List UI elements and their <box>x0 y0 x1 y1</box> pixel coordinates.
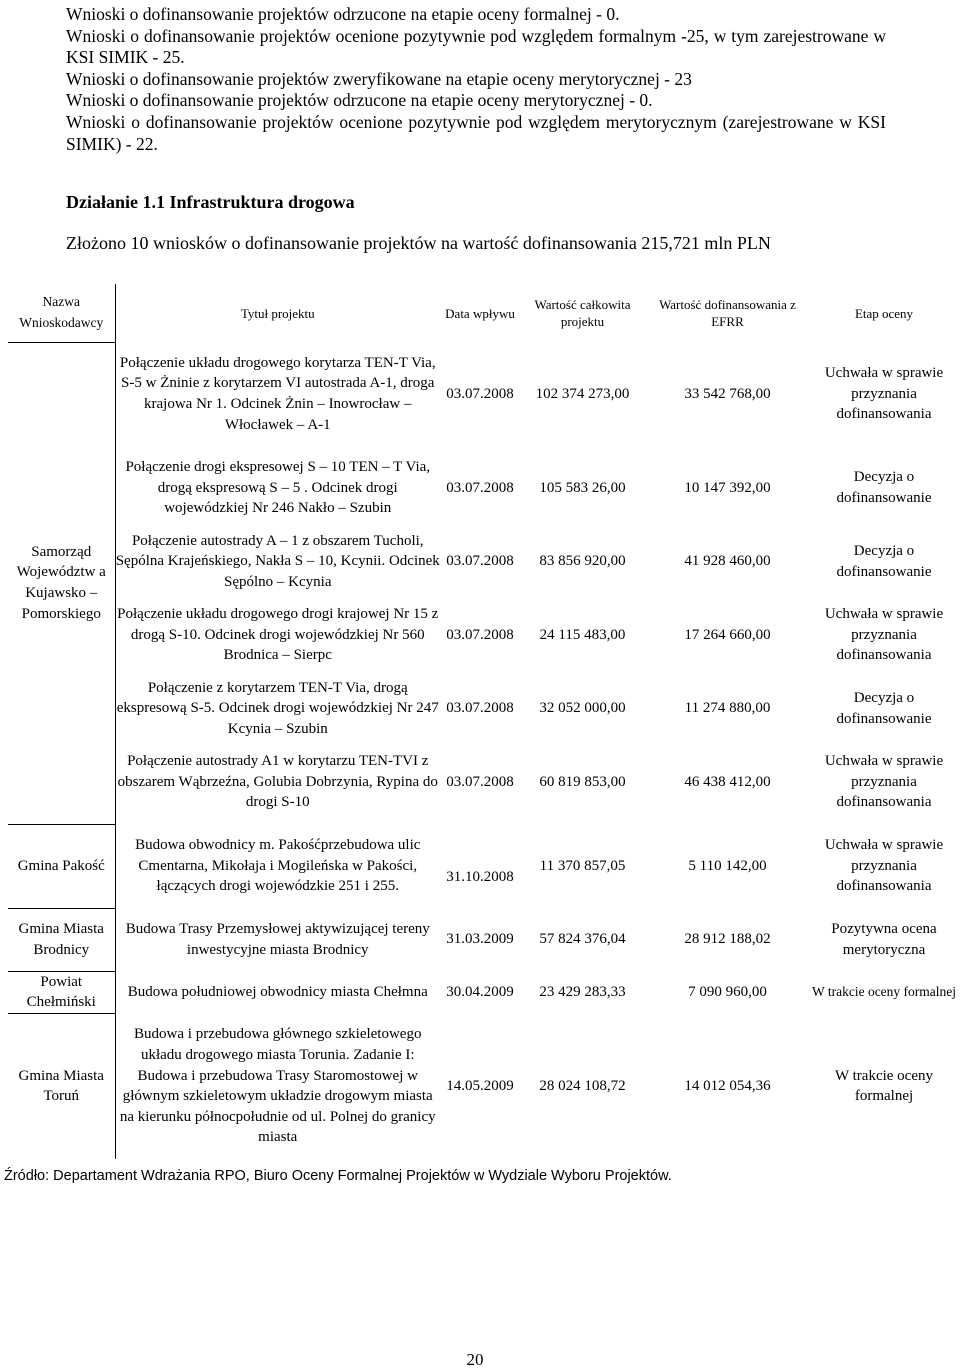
intro-line: Wnioski o dofinansowanie projektów zweryfikowane na etapie oceny merytorycznej - 23 <box>66 68 692 89</box>
intro-paragraph <box>66 4 886 155</box>
page-number: 20 <box>466 1350 484 1369</box>
table-row <box>8 971 958 1013</box>
project-title: Połączenie z korytarzem TEN-T Via, drogą ekspresową S-5. Odcinek drogi wojewódzkiej Nr 247 Kcynia – Szubin <box>116 679 439 737</box>
efrr-value: 33 542 768,00 <box>684 385 771 402</box>
submission-date: 03.07.2008 <box>446 700 514 717</box>
total-value: 23 429 283,33 <box>539 983 626 1000</box>
applicant-cell: Powiat Chełmiński <box>8 971 115 1013</box>
header-efrr: Wartość dofinansowania z EFRR <box>659 297 796 329</box>
efrr-value: 17 264 660,00 <box>684 626 771 643</box>
table-row <box>8 342 958 446</box>
evaluation-stage: Decyzja o dofinansowanie <box>836 542 932 580</box>
efrr-value: 14 012 054,36 <box>684 1077 771 1094</box>
total-value: 28 024 108,72 <box>539 1077 626 1094</box>
efrr-value: 10 147 392,00 <box>684 479 771 496</box>
applicant-cell: Samorząd Województw a Kujawsko – Pomorskiego <box>8 342 115 824</box>
table-header-row <box>8 284 958 342</box>
table-row <box>8 446 958 530</box>
submission-date: 30.04.2009 <box>446 983 514 1000</box>
total-value: 32 052 000,00 <box>539 700 626 717</box>
table-row <box>8 593 958 677</box>
project-title: Połączenie drogi ekspresowej S – 10 TEN – T Via, drogą ekspresową S – 5 . Odcinek drogi wojewódzkiej Nr 246 Nakło – Szubin <box>125 459 431 517</box>
project-title: Połączenie autostrady A1 w korytarzu TEN-TVI z obszarem Wąbrzeźna, Golubia Dobrzynia, Rypina do drogi S-10 <box>117 753 438 811</box>
efrr-value: 46 438 412,00 <box>684 773 771 790</box>
header-applicant: Nazwa Wnioskodawcy <box>8 284 115 342</box>
table-row <box>8 1013 958 1159</box>
submission-date: 03.07.2008 <box>446 479 514 496</box>
intro-line: Wnioski o dofinansowanie projektów ocenione pozytywnie pod względem merytorycznym (zarejestrowane w KSI SIMIK) - 22. <box>66 111 886 154</box>
intro-line: Wnioski o dofinansowanie projektów odrzucone na etapie oceny formalnej - 0. <box>66 4 620 24</box>
table-row <box>8 740 958 824</box>
submission-date: 03.07.2008 <box>446 773 514 790</box>
total-value: 102 374 273,00 <box>535 385 630 402</box>
project-title: Połączenie układu drogowego korytarza TEN-T Via, S-5 w Żninie z korytarzem VI autostrada A-1, droga krajowa Nr 1. Odcinek Żnin – Inowrocław – Włocławek – A-1 <box>119 354 436 433</box>
table-row <box>8 530 958 593</box>
submission-date: 03.07.2008 <box>446 385 514 402</box>
efrr-value: 5 110 142,00 <box>688 857 767 874</box>
applicant-cell: Gmina Miasta Toruń <box>8 1013 115 1159</box>
action-heading: Działanie 1.1 Infrastruktura drogowa <box>66 192 355 212</box>
projects-table <box>8 284 958 1159</box>
submission-date: 14.05.2009 <box>446 1077 514 1094</box>
summary-text: Złożono 10 wniosków o dofinansowanie projektów na wartość dofinansowania 215,721 mln PLN <box>66 233 771 253</box>
evaluation-stage: Decyzja o dofinansowanie <box>836 469 932 506</box>
header-stage: Etap oceny <box>854 305 914 321</box>
project-title: Połączenie układu drogowego drogi krajowej Nr 15 z drogą S-10. Odcinek drogi wojewódzkiej Nr 560 Brodnica – Sierpc <box>117 606 439 664</box>
table-row <box>8 824 958 908</box>
applicant-cell: Gmina Miasta Brodnicy <box>8 908 115 971</box>
evaluation-stage: Pozytywna ocena merytoryczna <box>831 920 937 958</box>
intro-line: Wnioski o dofinansowanie projektów odrzucone na etapie oceny merytorycznej - 0. <box>66 90 653 111</box>
table-row <box>8 677 958 740</box>
efrr-value: 7 090 960,00 <box>688 983 767 1000</box>
evaluation-stage: Uchwała w sprawie przyznania dofinansowania <box>824 606 944 664</box>
evaluation-stage: Decyzja o dofinansowanie <box>836 689 932 727</box>
evaluation-stage: Uchwała w sprawie przyznania dofinansowania <box>824 837 944 895</box>
intro-line: Wnioski o dofinansowanie projektów ocenione pozytywnie pod względem formalnym -25, w tym zarejestrowane w KSI SIMIK - 25. <box>66 25 886 68</box>
total-value: 83 856 920,00 <box>539 553 626 570</box>
table-row <box>8 908 958 971</box>
submission-date: 31.03.2009 <box>446 931 514 948</box>
efrr-value: 28 912 188,02 <box>684 931 771 948</box>
project-title: Budowa południowej obwodnicy miasta Chełmna <box>127 983 428 1000</box>
project-title: Połączenie autostrady A – 1 z obszarem Tucholi, Sępólna Krajeńskiego, Nakła S – 10, Kcynii. Odcinek Sępólno – Kcynia <box>115 532 440 590</box>
total-value: 57 824 376,04 <box>539 931 626 948</box>
applicant-cell: Gmina Pakość <box>8 824 115 908</box>
source-note: Źródło: Departament Wdrażania RPO, Biuro Oceny Formalnej Projektów w Wydziale Wyboru Projektów. <box>4 1168 672 1184</box>
submission-date: 31.10.2008 <box>446 868 514 885</box>
evaluation-stage: Uchwała w sprawie przyznania dofinansowania <box>824 365 944 423</box>
project-title: Budowa obwodnicy m. Pakośćprzebudowa ulic Cmentarna, Mikołaja i Mogileńska w Pakości, łączących drogi wojewódzkie 251 i 255. <box>135 837 421 895</box>
efrr-value: 11 274 880,00 <box>684 700 771 717</box>
header-date: Data wpływu <box>445 305 515 321</box>
header-total: Wartość całkowita projektu <box>534 297 631 329</box>
header-title: Tytuł projektu <box>240 305 315 321</box>
project-title: Budowa i przebudowa głównego szkieletowego układu drogowego miasta Torunia. Zadanie I: Budowa i przebudowa Trasy Staromostowej w głównym szkieletowym układzie drogowym miasta na kierunku północpołudnie od ul. Polnej do granicy miasta <box>119 1026 436 1146</box>
evaluation-stage: W trakcie oceny formalnej <box>834 1067 933 1105</box>
total-value: 11 370 857,05 <box>539 857 626 874</box>
evaluation-stage: W trakcie oceny formalnej <box>811 983 957 999</box>
submission-date: 03.07.2008 <box>446 626 514 643</box>
total-value: 60 819 853,00 <box>539 773 626 790</box>
total-value: 105 583 26,00 <box>539 479 626 496</box>
total-value: 24 115 483,00 <box>539 626 626 643</box>
evaluation-stage: Uchwała w sprawie przyznania dofinansowania <box>824 753 944 811</box>
submission-date: 03.07.2008 <box>446 553 514 570</box>
project-title: Budowa Trasy Przemysłowej aktywizującej tereny inwestycyjne miasta Brodnicy <box>125 920 430 958</box>
efrr-value: 41 928 460,00 <box>684 553 771 570</box>
